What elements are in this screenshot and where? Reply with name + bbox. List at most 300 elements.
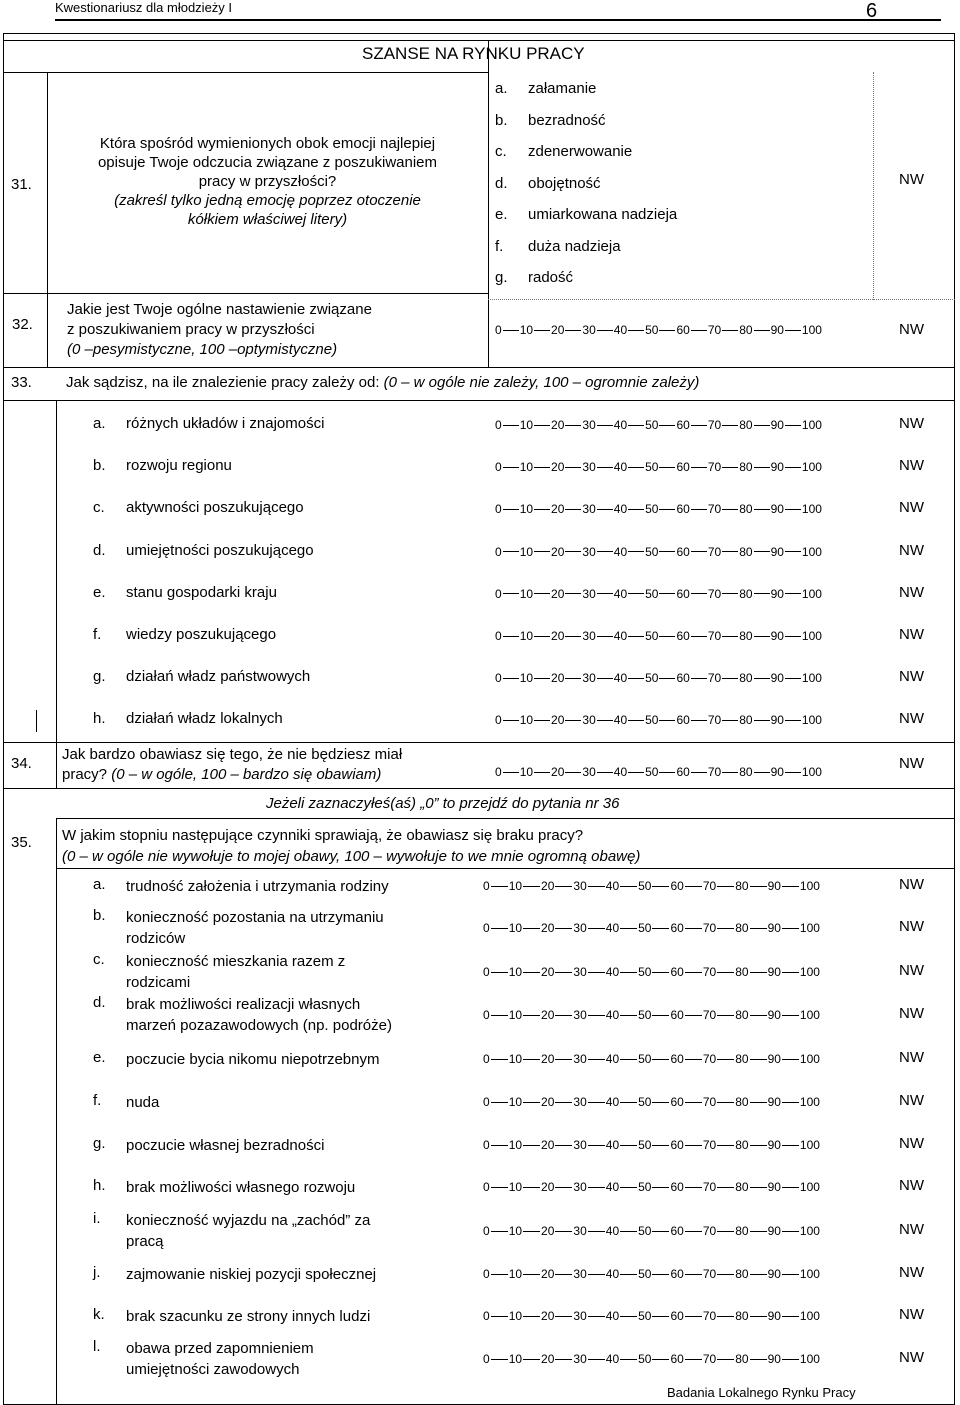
scale-tick-label[interactable]: 50 [638,921,652,935]
scale-tick-label[interactable]: 50 [638,879,652,893]
q31-option-letter[interactable]: e. [495,206,508,223]
q31-option-text[interactable]: duża nadzieja [528,237,621,255]
scale-tick-label[interactable]: 50 [638,965,652,979]
scale-tick-label[interactable]: 0 [483,1008,490,1022]
q33-item-scale[interactable] [495,417,822,433]
scale-tick-label[interactable]: 70 [707,460,722,475]
scale-tick-label[interactable]: 100 [801,502,822,517]
scale-tick-label[interactable]: 70 [702,1180,717,1194]
q35-item-nw[interactable]: NW [899,1349,924,1366]
scale-tick-label[interactable]: 40 [605,1352,620,1366]
scale-tick-label[interactable]: 10 [508,1309,523,1323]
scale-tick-label[interactable]: 60 [670,1138,684,1152]
q35-item-scale[interactable] [483,1223,820,1239]
q35-item-scale[interactable] [483,1351,820,1367]
q31-option-letter[interactable]: g. [495,269,508,286]
scale-tick-label[interactable]: 80 [735,1095,749,1109]
scale-tick-label[interactable]: 10 [519,586,534,601]
scale-tick-label[interactable]: 30 [582,713,596,728]
scale-tick-label[interactable]: 100 [801,671,822,686]
scale-tick-label[interactable]: 90 [767,1224,781,1238]
scale-tick-label[interactable]: 50 [638,1138,652,1152]
scale-tick-label[interactable]: 30 [582,765,596,779]
scale-tick-label[interactable]: 90 [770,586,784,601]
scale-tick-label[interactable]: 60 [670,1224,684,1238]
scale-tick-label[interactable]: 40 [613,713,628,728]
q33-item-scale[interactable] [495,628,822,644]
scale-tick-label[interactable]: 0 [483,921,490,935]
q35-item-nw[interactable]: NW [899,876,924,893]
scale-tick-label[interactable]: 70 [702,1052,717,1066]
q31-option-text[interactable]: zdenerwowanie [528,143,633,160]
scale-tick-label[interactable]: 10 [508,921,523,935]
scale-tick-label[interactable]: 60 [676,460,690,475]
scale-tick-label[interactable]: 100 [799,1180,820,1194]
scale-tick-label[interactable]: 70 [707,544,722,559]
scale-tick-label[interactable]: 90 [767,1309,781,1323]
q31-option-letter[interactable]: b. [495,111,508,129]
q33-item-nw[interactable]: NW [899,583,924,601]
scale-tick-label[interactable]: 0 [495,765,502,779]
q35-item-nw[interactable]: NW [899,962,924,979]
scale-tick-label[interactable]: 80 [735,965,749,979]
scale-tick-label[interactable]: 20 [551,544,565,559]
scale-tick-label[interactable]: 40 [613,671,628,686]
scale-tick-label[interactable]: 0 [495,713,502,728]
scale-tick-label[interactable]: 20 [541,1095,555,1109]
scale-tick-label[interactable]: 20 [551,460,565,475]
scale-tick-label[interactable]: 70 [707,418,722,432]
scale-tick-label[interactable]: 70 [707,765,722,779]
scale-tick-label[interactable]: 100 [799,1052,820,1066]
q32-nw[interactable]: NW [899,321,924,338]
scale-tick-label[interactable]: 70 [702,1138,717,1152]
scale-tick-label[interactable]: 100 [799,1008,820,1022]
scale-tick-label[interactable]: 100 [801,765,822,779]
scale-tick-label[interactable]: 20 [551,502,565,517]
scale-tick-label[interactable]: 80 [739,629,753,643]
scale-tick-label[interactable]: 70 [707,713,722,728]
scale-tick-label[interactable]: 90 [770,629,784,643]
scale-tick-label[interactable]: 90 [767,1180,781,1194]
scale-tick-label[interactable]: 90 [767,1138,781,1152]
q35-item-nw[interactable]: NW [899,1177,924,1194]
scale-tick-label[interactable]: 80 [735,1352,749,1366]
scale-tick-label[interactable]: 100 [799,1309,820,1323]
scale-tick-label[interactable]: 90 [770,713,784,728]
scale-tick-label[interactable]: 20 [551,323,565,337]
q35-item-scale[interactable] [483,1179,820,1195]
scale-tick-label[interactable]: 100 [801,713,822,728]
q35-item-nw[interactable]: NW [899,918,924,935]
scale-tick-label[interactable]: 60 [676,765,690,779]
scale-tick-label[interactable]: 30 [582,629,596,643]
scale-tick-label[interactable]: 30 [582,460,596,475]
scale-tick-label[interactable]: 10 [519,765,534,779]
scale-tick-label[interactable]: 10 [519,713,534,728]
scale-tick-label[interactable]: 40 [605,1180,620,1194]
scale-tick-label[interactable]: 80 [739,586,753,601]
scale-tick-label[interactable]: 30 [573,1352,587,1366]
scale-tick-label[interactable]: 0 [495,418,502,432]
scale-tick-label[interactable]: 30 [582,586,596,601]
scale-tick-label[interactable]: 60 [676,502,690,517]
scale-tick-label[interactable]: 90 [770,460,784,475]
scale-tick-label[interactable]: 70 [702,1352,717,1366]
q33-item-nw[interactable]: NW [899,626,924,643]
scale-tick-label[interactable]: 60 [670,1008,684,1022]
scale-tick-label[interactable]: 80 [739,544,753,559]
scale-tick-label[interactable]: 0 [495,460,502,475]
scale-tick-label[interactable]: 0 [495,586,502,601]
scale-tick-label[interactable]: 0 [483,1309,490,1323]
scale-tick-label[interactable]: 70 [707,323,722,337]
scale-tick-label[interactable]: 60 [670,1180,684,1194]
scale-tick-label[interactable]: 100 [801,418,822,432]
scale-tick-label[interactable]: 60 [670,921,684,935]
q35-item-scale[interactable] [483,1308,820,1324]
scale-tick-label[interactable]: 60 [670,1095,684,1109]
scale-tick-label[interactable]: 10 [519,544,534,559]
scale-tick-label[interactable]: 50 [645,713,659,728]
scale-tick-label[interactable]: 10 [508,1352,523,1366]
scale-tick-label[interactable]: 90 [767,965,781,979]
scale-tick-label[interactable]: 10 [519,323,534,337]
scale-tick-label[interactable]: 90 [767,1095,781,1109]
scale-tick-label[interactable]: 90 [767,1267,781,1281]
scale-tick-label[interactable]: 60 [670,1352,684,1366]
q33-item-scale[interactable] [495,712,822,728]
scale-tick-label[interactable]: 30 [573,1052,587,1066]
scale-tick-label[interactable]: 50 [638,1052,652,1066]
scale-tick-label[interactable]: 0 [483,1138,490,1152]
scale-tick-label[interactable]: 20 [551,765,565,779]
scale-tick-label[interactable]: 20 [541,879,555,893]
scale-tick-label[interactable]: 80 [735,1052,749,1066]
q31-option-letter[interactable]: f. [495,237,504,255]
scale-tick-label[interactable]: 60 [676,323,690,337]
scale-tick-label[interactable]: 40 [613,460,628,475]
q33-item-nw[interactable]: NW [899,541,924,559]
scale-tick-label[interactable]: 70 [702,921,717,935]
scale-tick-label[interactable]: 40 [613,629,628,643]
scale-tick-label[interactable]: 30 [573,1008,587,1022]
scale-tick-label[interactable]: 50 [645,629,659,643]
scale-tick-label[interactable]: 40 [605,1309,620,1323]
scale-tick-label[interactable]: 60 [670,1309,684,1323]
scale-tick-label[interactable]: 80 [739,765,753,779]
q35-item-scale[interactable] [483,964,820,980]
scale-tick-label[interactable]: 100 [801,460,822,475]
scale-tick-label[interactable]: 20 [541,965,555,979]
scale-tick-label[interactable]: 30 [582,418,596,432]
q35-item-nw[interactable]: NW [899,1049,924,1066]
q34-nw[interactable]: NW [899,755,924,772]
scale-tick-label[interactable]: 100 [799,1095,820,1109]
scale-tick-label[interactable]: 10 [508,1008,523,1022]
scale-tick-label[interactable]: 20 [551,586,565,601]
scale-tick-label[interactable]: 80 [735,1309,749,1323]
scale-tick-label[interactable]: 0 [495,544,502,559]
scale-tick-label[interactable]: 90 [767,1052,781,1066]
scale-tick-label[interactable]: 80 [735,1224,749,1238]
scale-tick-label[interactable]: 0 [483,965,490,979]
scale-tick-label[interactable]: 80 [739,671,753,686]
scale-tick-label[interactable]: 20 [541,921,555,935]
scale-tick-label[interactable]: 10 [508,1224,523,1238]
scale-tick-label[interactable]: 0 [483,1180,490,1194]
q35-item-scale[interactable] [483,1007,820,1023]
scale-tick-label[interactable]: 60 [670,1052,684,1066]
scale-tick-label[interactable]: 20 [541,1138,555,1152]
scale-tick-label[interactable]: 100 [799,1224,820,1238]
scale-tick-label[interactable]: 60 [676,629,690,643]
q31-option-text[interactable]: obojętność [528,174,601,192]
scale-tick-label[interactable]: 90 [767,879,781,893]
scale-tick-label[interactable]: 70 [707,502,722,517]
scale-tick-label[interactable]: 20 [541,1267,555,1281]
scale-tick-label[interactable]: 80 [739,713,753,728]
q33-item-scale[interactable] [495,459,822,475]
scale-tick-label[interactable]: 80 [735,1008,749,1022]
scale-tick-label[interactable]: 70 [702,1267,717,1281]
scale-tick-label[interactable]: 80 [735,879,749,893]
scale-tick-label[interactable]: 70 [707,586,722,601]
scale-tick-label[interactable]: 70 [702,965,717,979]
scale-tick-label[interactable]: 0 [495,323,502,337]
scale-tick-label[interactable]: 90 [770,671,784,686]
scale-tick-label[interactable]: 20 [551,629,565,643]
scale-tick-label[interactable]: 90 [767,1008,781,1022]
scale-tick-label[interactable]: 10 [519,460,534,475]
scale-tick-label[interactable]: 40 [605,1008,620,1022]
scale-tick-label[interactable]: 100 [799,879,820,893]
scale-tick-label[interactable]: 100 [801,544,822,559]
scale-tick-label[interactable]: 40 [605,921,620,935]
q33-item-nw[interactable]: NW [899,499,924,517]
q31-option-text[interactable]: bezradność [528,111,606,129]
scale-tick-label[interactable]: 20 [541,1352,555,1366]
q35-item-scale[interactable] [483,878,820,894]
q35-item-nw[interactable]: NW [899,1306,924,1323]
q31-option-letter[interactable]: c. [495,143,507,160]
q33-item-nw[interactable]: NW [899,415,924,432]
scale-tick-label[interactable]: 50 [645,418,659,432]
scale-tick-label[interactable]: 30 [582,323,596,337]
scale-tick-label[interactable]: 40 [613,765,628,779]
scale-tick-label[interactable]: 30 [582,502,596,517]
scale-tick-label[interactable]: 100 [799,1267,820,1281]
scale-tick-label[interactable]: 30 [573,879,587,893]
scale-tick-label[interactable]: 100 [801,323,822,337]
scale-tick-label[interactable]: 90 [767,921,781,935]
scale-tick-label[interactable]: 30 [582,544,596,559]
scale-tick-label[interactable]: 70 [707,671,722,686]
scale-tick-label[interactable]: 0 [483,1267,490,1281]
scale-tick-label[interactable]: 40 [605,1052,620,1066]
scale-tick-label[interactable]: 90 [770,323,784,337]
scale-tick-label[interactable]: 20 [541,1224,555,1238]
scale-tick-label[interactable]: 40 [605,1095,620,1109]
scale-tick-label[interactable]: 30 [573,1309,587,1323]
q31-option-letter[interactable]: a. [495,80,508,97]
scale-tick-label[interactable]: 100 [799,921,820,935]
scale-tick-label[interactable]: 10 [508,1095,523,1109]
scale-tick-label[interactable]: 60 [676,713,690,728]
scale-tick-label[interactable]: 80 [735,1180,749,1194]
q35-item-nw[interactable]: NW [899,1005,924,1022]
q35-item-scale[interactable] [483,1137,820,1153]
scale-tick-label[interactable]: 50 [638,1095,652,1109]
scale-tick-label[interactable]: 50 [645,765,659,779]
scale-tick-label[interactable]: 100 [799,965,820,979]
scale-tick-label[interactable]: 60 [670,965,684,979]
scale-tick-label[interactable]: 60 [670,1267,684,1281]
scale-tick-label[interactable]: 10 [519,671,534,686]
scale-tick-label[interactable]: 30 [573,1095,587,1109]
scale-tick-label[interactable]: 40 [613,586,628,601]
scale-tick-label[interactable]: 90 [770,544,784,559]
q33-item-scale[interactable] [495,501,822,517]
q35-item-scale[interactable] [483,920,820,936]
q33-item-nw[interactable]: NW [899,457,924,475]
scale-tick-label[interactable]: 40 [613,418,628,432]
scale-tick-label[interactable]: 80 [735,1267,749,1281]
scale-tick-label[interactable]: 20 [541,1052,555,1066]
scale-tick-label[interactable]: 80 [739,323,753,337]
scale-tick-label[interactable]: 10 [508,1180,523,1194]
scale-tick-label[interactable]: 60 [670,879,684,893]
scale-tick-label[interactable]: 50 [638,1180,652,1194]
scale-tick-label[interactable]: 50 [645,671,659,686]
scale-tick-label[interactable]: 50 [638,1267,652,1281]
scale-tick-label[interactable]: 0 [495,502,502,517]
scale-tick-label[interactable]: 30 [573,1180,587,1194]
scale-tick-label[interactable]: 80 [739,502,753,517]
q31-option-text[interactable]: załamanie [528,80,597,97]
q31-option-text[interactable]: radość [528,269,574,286]
scale-tick-label[interactable]: 0 [495,629,502,643]
scale-tick-label[interactable]: 70 [702,1008,717,1022]
scale-tick-label[interactable]: 20 [551,671,565,686]
scale-tick-label[interactable]: 70 [702,1224,717,1238]
q35-item-nw[interactable]: NW [899,1221,924,1238]
scale-tick-label[interactable]: 90 [770,502,784,517]
scale-tick-label[interactable]: 50 [645,502,659,517]
scale-tick-label[interactable]: 10 [519,502,534,517]
scale-tick-label[interactable]: 10 [508,1267,523,1281]
q31-option-letter[interactable]: d. [495,174,508,192]
scale-tick-label[interactable]: 60 [676,544,690,559]
q31-nw[interactable]: NW [899,171,924,188]
scale-tick-label[interactable]: 0 [495,671,502,686]
scale-tick-label[interactable]: 40 [605,1224,620,1238]
scale-tick-label[interactable]: 20 [541,1008,555,1022]
scale-tick-label[interactable]: 40 [605,879,620,893]
scale-tick-label[interactable]: 20 [551,418,565,432]
scale-tick-label[interactable]: 70 [707,629,722,643]
q35-item-scale[interactable] [483,1094,820,1110]
scale-tick-label[interactable]: 40 [605,1138,620,1152]
scale-tick-label[interactable]: 100 [801,586,822,601]
q33-item-scale[interactable] [495,670,822,686]
scale-tick-label[interactable]: 80 [739,460,753,475]
scale-tick-label[interactable]: 20 [541,1180,555,1194]
scale-tick-label[interactable]: 70 [702,1095,717,1109]
q34-scale[interactable] [495,764,822,780]
scale-tick-label[interactable]: 10 [508,1052,523,1066]
scale-tick-label[interactable]: 90 [770,418,784,432]
scale-tick-label[interactable]: 60 [676,671,690,686]
scale-tick-label[interactable]: 40 [613,502,628,517]
scale-tick-label[interactable]: 20 [541,1309,555,1323]
q35-item-nw[interactable]: NW [899,1092,924,1109]
q35-item-nw[interactable]: NW [899,1264,924,1281]
scale-tick-label[interactable]: 0 [483,1052,490,1066]
q35-item-nw[interactable]: NW [899,1135,924,1152]
scale-tick-label[interactable]: 50 [645,460,659,475]
scale-tick-label[interactable]: 30 [573,1138,587,1152]
scale-tick-label[interactable]: 30 [582,671,596,686]
q33-item-nw[interactable]: NW [899,668,924,686]
scale-tick-label[interactable]: 60 [676,418,690,432]
scale-tick-label[interactable]: 90 [770,765,784,779]
scale-tick-label[interactable]: 30 [573,1224,587,1238]
scale-tick-label[interactable]: 50 [638,1309,652,1323]
scale-tick-label[interactable]: 0 [483,879,490,893]
scale-tick-label[interactable]: 90 [767,1352,781,1366]
scale-tick-label[interactable]: 100 [799,1352,820,1366]
scale-tick-label[interactable]: 40 [613,323,628,337]
scale-tick-label[interactable]: 40 [613,544,628,559]
scale-tick-label[interactable]: 10 [508,879,523,893]
scale-tick-label[interactable]: 10 [508,1138,523,1152]
scale-tick-label[interactable]: 10 [519,418,534,432]
scale-tick-label[interactable]: 40 [605,1267,620,1281]
q33-item-scale[interactable] [495,544,822,560]
q32-scale[interactable] [495,322,822,338]
scale-tick-label[interactable]: 30 [573,921,587,935]
q31-option-text[interactable]: umiarkowana nadzieja [528,206,678,223]
scale-tick-label[interactable]: 100 [799,1138,820,1152]
scale-tick-label[interactable]: 80 [735,1138,749,1152]
scale-tick-label[interactable]: 100 [801,629,822,643]
scale-tick-label[interactable]: 50 [645,323,659,337]
scale-tick-label[interactable]: 60 [676,586,690,601]
scale-tick-label[interactable]: 30 [573,965,587,979]
q33-item-nw[interactable]: NW [899,710,924,728]
scale-tick-label[interactable]: 50 [638,1352,652,1366]
scale-tick-label[interactable]: 50 [638,1224,652,1238]
scale-tick-label[interactable]: 30 [573,1267,587,1281]
scale-tick-label[interactable]: 80 [735,921,749,935]
scale-tick-label[interactable]: 0 [483,1095,490,1109]
scale-tick-label[interactable]: 10 [519,629,534,643]
scale-tick-label[interactable]: 20 [551,713,565,728]
scale-tick-label[interactable]: 80 [739,418,753,432]
scale-tick-label[interactable]: 0 [483,1224,490,1238]
scale-tick-label[interactable]: 70 [702,879,717,893]
scale-tick-label[interactable]: 40 [605,965,620,979]
scale-tick-label[interactable]: 50 [645,544,659,559]
q35-item-scale[interactable] [483,1051,820,1067]
scale-tick-label[interactable]: 50 [638,1008,652,1022]
scale-tick-label[interactable]: 0 [483,1352,490,1366]
q35-item-scale[interactable] [483,1266,820,1282]
scale-tick-label[interactable]: 50 [645,586,659,601]
q33-item-scale[interactable] [495,586,822,602]
scale-tick-label[interactable]: 10 [508,965,523,979]
